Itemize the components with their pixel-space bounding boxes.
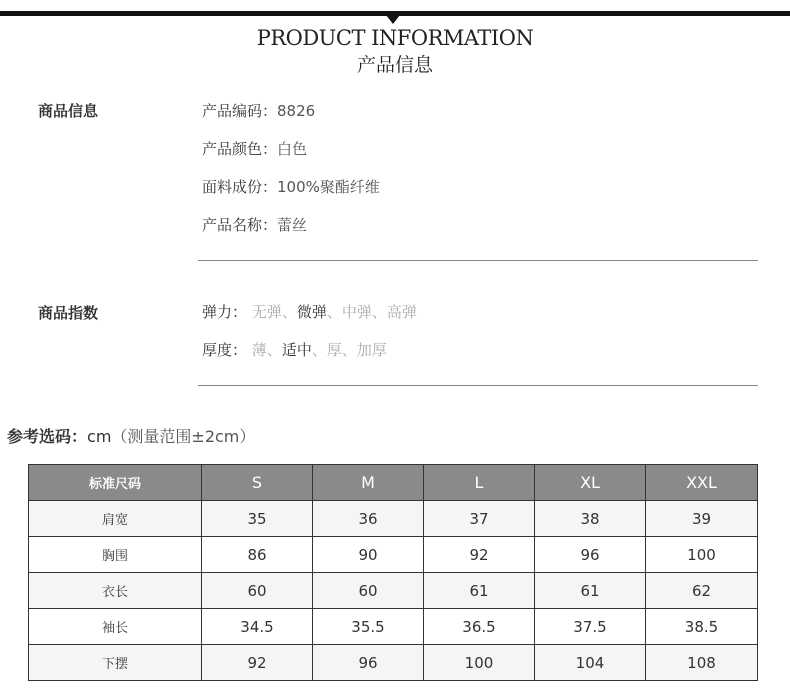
option-separator: 、: [326, 303, 342, 321]
row-name-cell: 袖长: [29, 609, 202, 645]
info-value: 白色: [277, 140, 308, 158]
table-cell: 86: [202, 537, 313, 573]
info-row-fabric: [202, 176, 380, 197]
table-row: [29, 609, 758, 645]
table-cell: 34.5: [202, 609, 313, 645]
table-cell: 100: [424, 645, 535, 681]
page-title-cn: 产品信息: [356, 54, 433, 76]
table-cell: 92: [424, 537, 535, 573]
elasticity-option: 高弹: [386, 303, 417, 321]
size-guide-unit: cm: [87, 427, 112, 446]
table-cell: 100: [646, 537, 758, 573]
info-label: 产品颜色：: [202, 140, 278, 158]
size-guide-range: （测量范围±2cm）: [111, 427, 256, 446]
table-cell: 90: [313, 537, 424, 573]
info-value: 8826: [277, 102, 316, 120]
elasticity-option-selected: 微弹: [296, 303, 327, 321]
table-cell: 35: [202, 501, 313, 537]
thickness-row: [202, 339, 387, 360]
info-value: 蕾丝: [277, 216, 308, 234]
thickness-option: 薄: [251, 341, 267, 359]
table-cell: 35.5: [313, 609, 424, 645]
table-cell: 96: [535, 537, 646, 573]
row-name-cell: 肩宽: [29, 501, 202, 537]
option-separator: 、: [311, 341, 327, 359]
info-row-color: [202, 138, 307, 159]
size-table-header-row: [29, 465, 758, 501]
size-header-cell: XXL: [646, 465, 758, 501]
table-cell: 60: [313, 573, 424, 609]
table-cell: 96: [313, 645, 424, 681]
info-label: 面料成份：: [202, 178, 278, 196]
table-cell: 36.5: [424, 609, 535, 645]
size-header-cell: L: [424, 465, 535, 501]
table-cell: 60: [202, 573, 313, 609]
size-header-cell: M: [313, 465, 424, 501]
size-guide-note: [7, 424, 255, 447]
thickness-option: 厚: [326, 341, 342, 359]
size-guide-label: 参考选码：: [7, 427, 88, 446]
table-cell: 38: [535, 501, 646, 537]
option-separator: 、: [341, 341, 357, 359]
down-arrow-icon: [386, 15, 400, 24]
elasticity-option: 中弹: [341, 303, 372, 321]
row-name-cell: 衣长: [29, 573, 202, 609]
row-name-cell: 下摆: [29, 645, 202, 681]
table-cell: 39: [646, 501, 758, 537]
elasticity-option: 无弹: [251, 303, 282, 321]
info-value: 100%聚酯纤维: [277, 178, 380, 196]
info-label: 产品编码：: [202, 102, 278, 120]
size-header-cell: S: [202, 465, 313, 501]
table-row: [29, 645, 758, 681]
row-name-cell: 胸围: [29, 537, 202, 573]
table-cell: 92: [202, 645, 313, 681]
product-index-section-label: 商品指数: [38, 304, 99, 322]
table-cell: 36: [313, 501, 424, 537]
option-separator: 、: [266, 341, 282, 359]
elasticity-label: 弹力：: [202, 303, 248, 321]
thickness-label: 厚度：: [202, 341, 248, 359]
table-cell: 104: [535, 645, 646, 681]
table-cell: 37: [424, 501, 535, 537]
elasticity-row: [202, 301, 417, 322]
table-cell: 108: [646, 645, 758, 681]
size-header-cell: XL: [535, 465, 646, 501]
table-row: [29, 573, 758, 609]
size-header-cell: 标准尺码: [29, 465, 202, 501]
table-row: [29, 537, 758, 573]
info-label: 产品名称：: [202, 216, 278, 234]
option-separator: 、: [371, 303, 387, 321]
product-info-section-label: 商品信息: [38, 102, 99, 120]
section-divider: [198, 260, 758, 261]
size-table: [28, 464, 758, 681]
table-cell: 38.5: [646, 609, 758, 645]
thickness-option-selected: 适中: [281, 341, 312, 359]
table-cell: 37.5: [535, 609, 646, 645]
section-divider: [198, 385, 758, 386]
page-title-en: PRODUCT INFORMATION: [256, 26, 534, 50]
table-cell: 62: [646, 573, 758, 609]
table-cell: 61: [424, 573, 535, 609]
thickness-option: 加厚: [356, 341, 387, 359]
table-row: [29, 501, 758, 537]
info-row-code: [202, 100, 315, 121]
table-cell: 61: [535, 573, 646, 609]
info-row-name: [202, 214, 307, 235]
option-separator: 、: [281, 303, 297, 321]
